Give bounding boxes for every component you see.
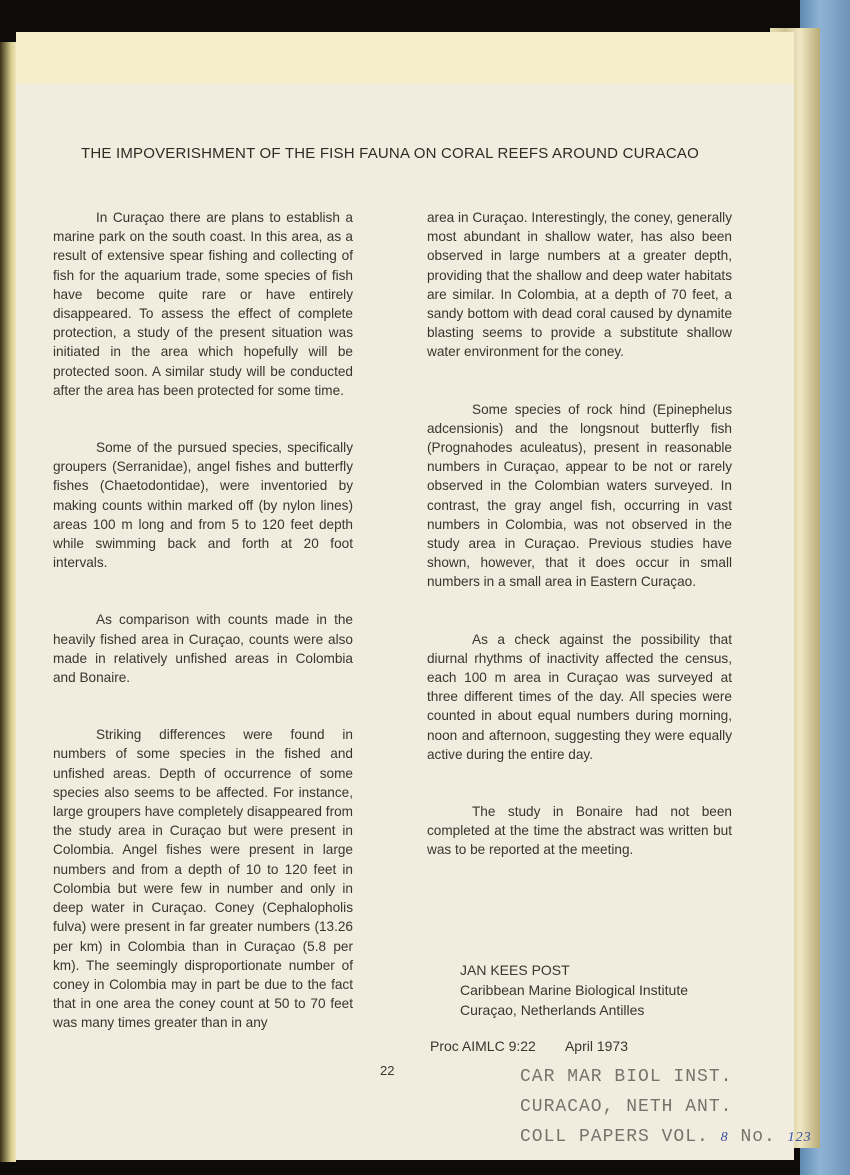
- paragraph: area in Curaçao. Interestingly, the coney, generally most abundant in shallow water, has also been observed in large numbers at a greater depth, providing that the shallow and deep water habitats are similar. In Colombia, at a depth of 70 feet, a sandy bottom with dead coral caused by dynamite blasting seems to provide a substitute shallow water environment for the coney.: [427, 210, 732, 360]
- previous-page-edge: [0, 42, 16, 1162]
- paragraph: The study in Bonaire had not been completed at the time the abstract was written but was to be reported at the meeting.: [427, 804, 732, 858]
- paragraph: As a check against the possibility that diurnal rhythms of inactivity affected the census, each 100 m area in Curaçao was surveyed at three different times of the day. All species were counted in about equal numbers during morning, noon and afternoon, suggesting they were equally active during the entire day.: [427, 631, 732, 762]
- left-column: [53, 208, 353, 1071]
- citation-line: [430, 1038, 730, 1054]
- author-location: Curaçao, Netherlands Antilles: [460, 1002, 645, 1018]
- paragraph: Striking differences were found in numbers of some species in the fished and unfished areas. Depth of occurrence of some species also seems to be affected. For instance, large groupers have completely disappeared from the study area in Curaçao but were present in Colombia. Angel fishes were present in large numbers and from a depth of 10 to 120 feet in Colombia but were few in number and only in deep water in Curaçao. Coney (Cephalopholis fulva) were present in far greater numbers (13.26 per km) in Colombia than in Curaçao (5.8 per km). The seemingly disproportionate number of coney in Colombia may in part be due to the fact that in one area the coney count at 50 to 70 feet was many times greater than in any: [53, 727, 353, 1031]
- stamp-no-label: No.: [740, 1127, 776, 1147]
- stamp-no-number: 123: [787, 1130, 812, 1145]
- document-title: THE IMPOVERISHMENT OF THE FISH FAUNA ON CORAL REEFS AROUND CURACAO: [80, 145, 699, 162]
- page-number: 22: [380, 1063, 395, 1078]
- stamp-vol-number: 8: [720, 1130, 729, 1145]
- citation-date: April 1973: [564, 1038, 628, 1054]
- author-institution: Caribbean Marine Biological Institute: [460, 982, 689, 998]
- paragraph: Some of the pursued species, specifically groupers (Serranidae), angel fishes and butterfly fishes (Chaetodontidae), were inventoried by making counts within marked off (by nylon lines) areas 100 m long and from 5 to 120 feet depth while swimming back and forth at 20 foot intervals.: [53, 440, 353, 571]
- library-stamp: [520, 1062, 812, 1153]
- stamp-coll-papers: COLL PAPERS VOL.: [520, 1127, 709, 1147]
- paragraph: Some species of rock hind (Epinephelus adcensionis) and the longsnout butterfly fish (Prognahodes aculeatus), present in reasonable numbers in Curaçao, appear to be not or rarely observed in the Colombian waters surveyed. In contrast, the gray angel fish, occurring in vast numbers in Colombia, was not observed in the study area in Curaçao. Previous studies have shown, however, that it does occur in small numbers in a small area in Eastern Curaçao.: [427, 401, 732, 590]
- stamp-line-2: CURACAO, NETH ANT.: [520, 1097, 733, 1117]
- citation-proc: Proc AIMLC 9:22: [430, 1038, 536, 1054]
- paragraph: In Curaçao there are plans to establish a marine park on the south coast. In this area, as a result of extensive spear fishing and collecting of fish for the aquarium trade, some species of fish have become quite rare or have entirely disappeared. To assess the effect of complete protection, a study of the present situation was initiated in the area which hopefully will be protected soon. A similar study will be conducted after the area has been protected for some time.: [53, 210, 353, 398]
- paragraph: As comparison with counts made in the heavily fished area in Curaçao, counts were also made in relatively unfished areas in Colombia and Bonaire.: [53, 612, 353, 686]
- author-block: [460, 960, 760, 1020]
- stamp-line-3: [520, 1122, 812, 1153]
- author-name: JAN KEES POST: [460, 962, 570, 978]
- right-column: [427, 208, 732, 898]
- stamp-line-1: CAR MAR BIOL INST.: [520, 1067, 733, 1087]
